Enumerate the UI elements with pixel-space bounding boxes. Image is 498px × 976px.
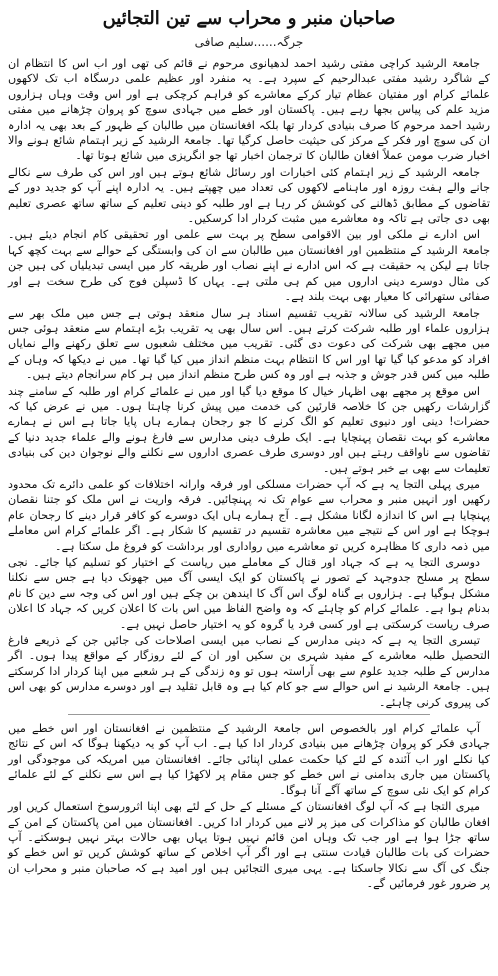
article-body bbox=[8, 56, 490, 892]
section-divider bbox=[68, 714, 430, 715]
paragraph: جامعہ الرشید کے زیر اہتمام کئی اخبارات اور رسائل شائع ہوتے ہیں اور اس کی طرف سے نکالے جانے والے ہفت روزہ اور ماہنامے لاکھوں کی تعداد میں چھپتے ہیں۔ یہ ادارہ اپنے آپ کو جدید دور کے تقاضوں کے مطابق ڈھالنے کی کوشش کر رہا ہے اور طلبہ کو دینی تعلیم کے ساتھ ساتھ عصری تعلیم بھی دی جاتی ہے تاکہ وہ معاشرے میں مثبت کردار ادا کرسکیں۔ bbox=[8, 165, 490, 226]
paragraph: اس موقع پر مجھے بھی اظہار خیال کا موقع دیا گیا اور میں نے علمائے کرام اور طلبہ کے سامنے چند گزارشات رکھیں جن کا خلاصہ قارئین کی خدمت میں پیش کرنا چاہتا ہوں۔ میں نے عرض کیا کہ حضرات! دینی اور دنیوی تعلیم کو الگ کرنے کا جو رجحان ہمارے ہاں پایا جاتا ہے اس نے ہمارے معاشرے کو بہت نقصان پہنچایا ہے۔ ایک طرف دینی مدارس سے فارغ ہونے والے علماء جدید دنیا کے تقاضوں سے ناواقف رہتے ہیں اور دوسری طرف عصری اداروں سے نکلنے والے نوجوان دین کی بنیادی تعلیمات سے بھی بے خبر ہوتے ہیں۔ bbox=[8, 384, 490, 475]
paragraph: میری التجا ہے کہ آپ لوگ افغانستان کے مسئلے کے حل کے لئے بھی اپنا اثرورسوخ استعمال کریں اور افغان طالبان کو مذاکرات کی میز پر لانے میں کردار ادا کریں۔ افغانستان میں امن پاکستان کے امن کے ساتھ جڑا ہوا ہے اور جب تک وہاں امن قائم نہیں ہوتا یہاں بھی حالات بہتر نہیں ہوسکتے۔ آپ حضرات کی بات طالبان قیادت سنتی ہے اور اگر آپ اخلاص کے ساتھ کوشش کریں تو اس خطے کو جنگ کی آگ سے نکالا جاسکتا ہے۔ یہی میری التجائیں ہیں اور امید ہے کہ صاحبان منبر و محراب ان پر ضرور غور فرمائیں گے۔ bbox=[8, 800, 490, 891]
article-title: صاحبان منبر و محراب سے تین التجائیں bbox=[102, 8, 396, 29]
paragraph: آپ علمائے کرام اور بالخصوص اس جامعۃ الرشید کے منتظمین نے افغانستان اور اس خطے میں جہادی فکر کو پروان چڑھانے میں بنیادی کردار ادا کیا ہے۔ اب آپ کو یہ دیکھنا ہوگا کہ اس کے نتائج کیا نکلے اور اب آئندہ کے لئے کیا حکمت عملی اپنائی جائے۔ افغانستان میں امریکہ کی موجودگی اور پاکستان میں جاری بدامنی نے اس خطے کو جس مقام پر لاکھڑا کیا ہے اس سے نکلنے کے لئے علمائے کرام کو ایک نئی سوچ کے ساتھ آگے آنا ہوگا۔ bbox=[8, 722, 490, 797]
paragraph: دوسری التجا یہ ہے کہ جہاد اور قتال کے معاملے میں ریاست کے اختیار کو تسلیم کیا جائے۔ نجی سطح پر مسلح جدوجہد کے تصور نے پاکستان کو ایک ایسی آگ میں جھونک دیا ہے جس سے نکلنا مشکل ہوگیا ہے۔ ہزاروں بے گناہ لوگ اس آگ کا ایندھن بن چکے ہیں اور اس کی وجہ سے دین کا نام بدنام ہوا ہے۔ علمائے کرام کو چاہئے کہ وہ واضح الفاظ میں اس بات کا اعلان کریں کہ جہاد کا اعلان صرف ریاست کرسکتی ہے اور کسی فرد یا گروہ کو یہ اختیار حاصل نہیں ہے۔ bbox=[8, 556, 490, 631]
paragraph: تیسری التجا یہ ہے کہ دینی مدارس کے نصاب میں ایسی اصلاحات کی جائیں جن کے ذریعے فارغ التحصیل طلبہ معاشرے کے مفید شہری بن سکیں اور ان کے لئے روزگار کے مواقع پیدا ہوں۔ اگر مدارس کے طلبہ جدید علوم سے بھی آراستہ ہوں تو وہ زندگی کے ہر شعبے میں اپنا کردار ادا کرسکتے ہیں۔ جامعۃ الرشید نے اس حوالے سے جو کام کیا ہے وہ قابل تقلید ہے اور دوسرے مدارس کو بھی اس کی پیروی کرنی چاہئے۔ bbox=[8, 634, 490, 709]
paragraph: میری پہلی التجا یہ ہے کہ آپ حضرات مسلکی اور فرقہ وارانہ اختلافات کو علمی دائرے تک محدود رکھیں اور انہیں منبر و محراب سے عوام تک نہ پہنچائیں۔ فرقہ واریت نے اس ملک کو جتنا نقصان پہنچایا ہے اس کا اندازہ لگانا مشکل ہے۔ آج ہمارے ہاں ایک دوسرے کو کافر قرار دینے کا رجحان عام ہوچکا ہے اور اس کے نتیجے میں معاشرہ تقسیم در تقسیم کا شکار ہے۔ اگر علمائے کرام اس معاملے میں ذمہ داری کا مظاہرہ کریں تو معاشرے میں رواداری اور برداشت کو فروغ مل سکتا ہے۔ bbox=[8, 477, 490, 553]
article-byline: جرگہ......سلیم صافی bbox=[194, 35, 304, 49]
paragraph: اس ادارے نے ملکی اور بین الاقوامی سطح پر بہت سے علمی اور تحقیقی کام انجام دیئے ہیں۔ جامعۃ الرشید کے منتظمین اور افغانستان میں طالبان سے ان کی وابستگی کے حوالے سے بہت کچھ کہا جاتا ہے لیکن یہ حقیقت ہے کہ اس ادارے نے اپنے نصاب اور طریقہ کار میں ایسی تبدیلیاں کی ہیں جن کی مثال دوسرے دینی اداروں میں کم ہی ملتی ہے۔ یہاں کا ڈسپلن فوج کی طرح سخت ہے اور صفائی ستھرائی کا معیار بھی بہت بلند ہے۔ bbox=[8, 228, 490, 304]
paragraph: جامعۃ الرشید کی سالانہ تقریب تقسیم اسناد ہر سال منعقد ہوتی ہے جس میں ملک بھر سے ہزاروں علماء اور طلبہ شرکت کرتے ہیں۔ اس سال بھی یہ تقریب بڑے اہتمام سے منعقد ہوئی جس میں مجھے بھی شرکت کی دعوت دی گئی۔ تقریب میں مختلف شعبوں سے تعلق رکھنے والے نمایاں افراد کو مدعو کیا گیا تھا اور اس کا انتظام بہت منظم انداز میں کیا گیا تھا۔ میں نے دیکھا کہ وہاں کے طلبہ میں کس قدر جوش و جذبہ ہے اور وہ کس طرح منظم انداز میں ہر کام سرانجام دیتے ہیں۔ bbox=[8, 306, 490, 382]
paragraph: جامعۃ الرشید کراچی مفتی رشید احمد لدھیانوی مرحوم نے قائم کی تھی اور اب اس کا انتظام ان کے شاگرد رشید مفتی عبدالرحیم کے سپرد ہے۔ یہ منفرد اور عظیم علمی درسگاہ اب تک لاکھوں علمائے کرام اور مفتیان عظام تیار کرکے معاشرے کو فراہم کرچکی ہے اور اس وقت وہاں ہزاروں مزید علم کی پیاس بجھا رہے ہیں۔ پاکستان اور خطے میں جہادی سوچ کو پروان چڑھانے میں مفتی رشید احمد مرحوم کا صرف بنیادی کردار تھا بلکہ افغانستان میں طالبان کے ظہور کے بعد بھی یہ ادارہ ان کی سوچ اور فکر کے مرکز کی حیثیت حاصل کرگیا تھا۔ جامعۃ الرشید کے زیر اہتمام شائع ہونے والا اخبار ضرب مومن عملاً افغان طالبان کا ترجمان اخبار تھا جو انگریزی میں شائع ہوتا تھا۔ bbox=[8, 57, 490, 163]
